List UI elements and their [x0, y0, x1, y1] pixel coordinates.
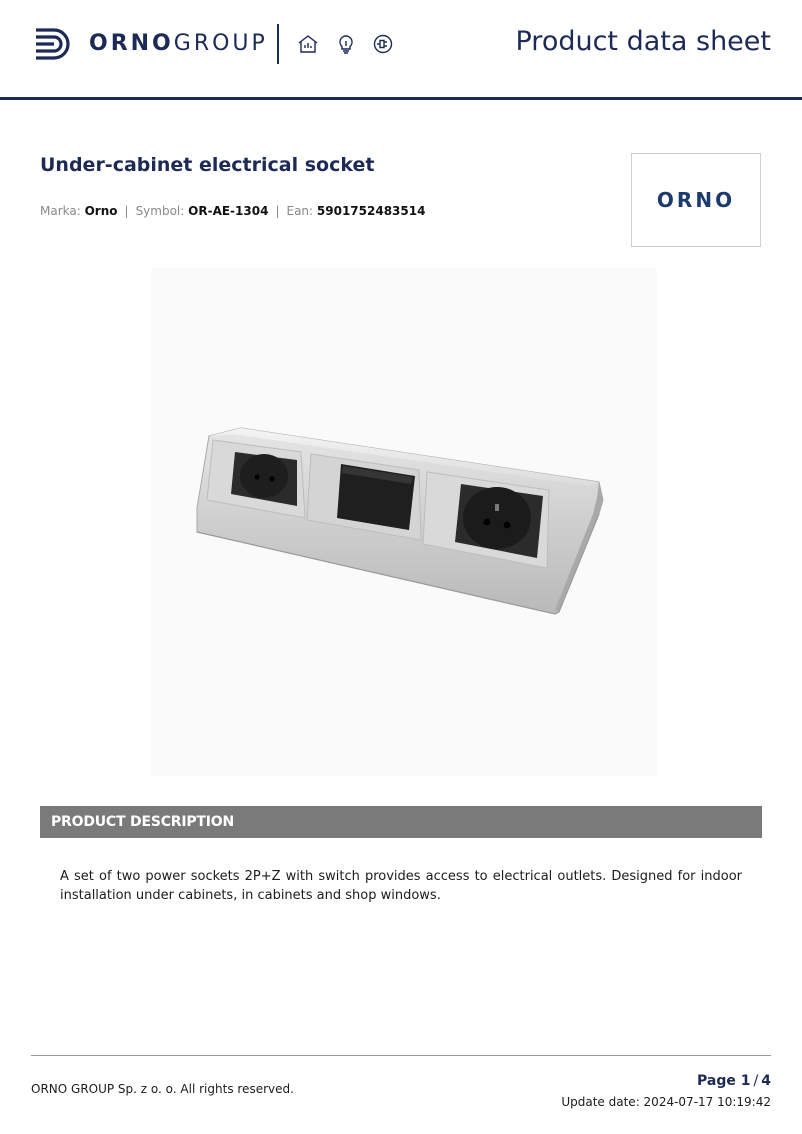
logo-divider — [277, 24, 279, 64]
page-separator: / — [753, 1073, 759, 1089]
ean-label: Ean: — [286, 204, 314, 218]
brand-logo-box — [631, 153, 761, 247]
marka-label: Marka: — [40, 204, 81, 218]
ean-value: 5901752483514 — [316, 204, 426, 218]
header-divider — [0, 97, 802, 100]
logo-text-light: GROUP — [173, 31, 268, 56]
page-number — [697, 1073, 771, 1089]
page-total: 4 — [761, 1073, 771, 1089]
page-header — [0, 0, 802, 97]
logo-text-bold: ORNO — [89, 31, 174, 56]
symbol-value: OR-AE-1304 — [188, 204, 269, 218]
smart-home-icon — [297, 33, 319, 55]
product-meta — [40, 204, 425, 218]
light-bulb-icon — [335, 33, 357, 55]
footer-divider — [31, 1055, 771, 1056]
product-title: Under-cabinet electrical socket — [40, 154, 375, 176]
document-title: Product data sheet — [515, 26, 771, 57]
description-section-header — [40, 806, 762, 838]
copyright-text: ORNO GROUP Sp. z o. o. All rights reserved. — [31, 1082, 294, 1096]
plug-icon — [372, 33, 394, 55]
socket-illustration — [151, 268, 657, 776]
update-date: Update date: 2024-07-17 10:19:42 — [561, 1095, 771, 1109]
page-current: 1 — [740, 1073, 751, 1089]
brand-logo: ORNO — [656, 188, 736, 212]
page-label: Page — [697, 1073, 736, 1089]
symbol-label: Symbol: — [135, 204, 185, 218]
marka-value: Orno — [84, 204, 118, 218]
meta-separator: | — [275, 204, 280, 218]
product-description: A set of two power sockets 2P+Z with switch provides access to electrical outlets. Designed for indoor installation under cabinets, in cabinets and shop windows. — [60, 869, 742, 903]
orno-logo-mark-icon — [34, 23, 76, 65]
section-title: PRODUCT DESCRIPTION — [51, 814, 234, 830]
orno-group-logo — [89, 31, 268, 56]
meta-separator: | — [124, 204, 129, 218]
product-image — [151, 268, 657, 776]
